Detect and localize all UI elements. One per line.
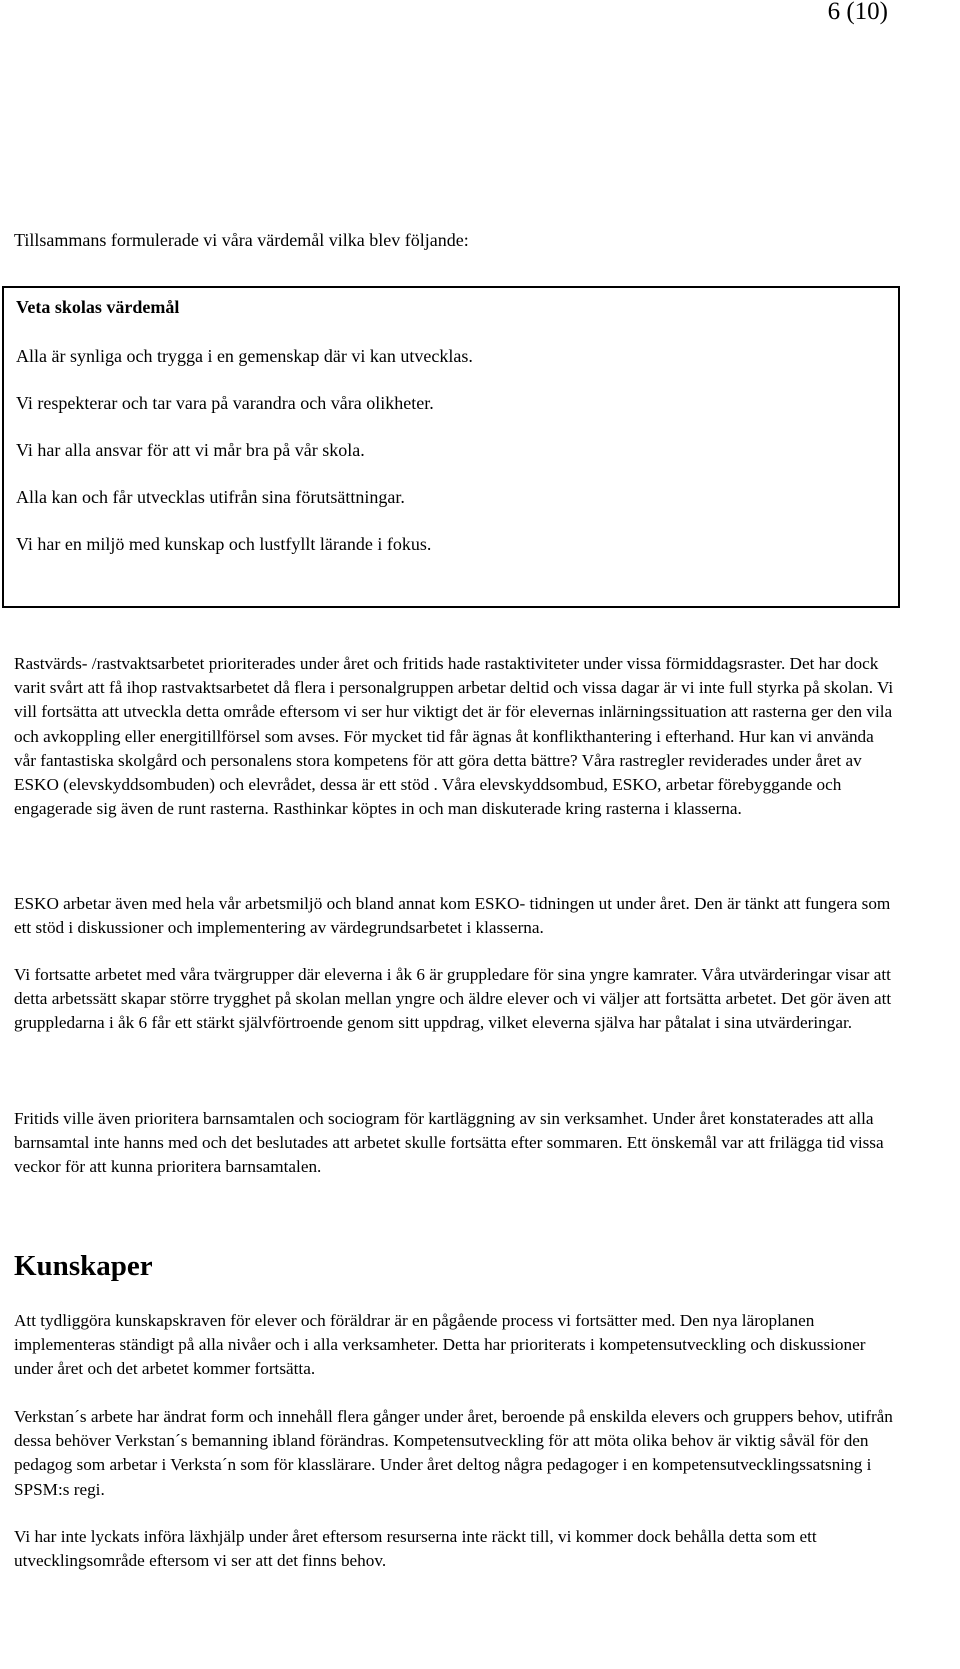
- paragraph-kunskaper-1: Att tydliggöra kunskapskraven för elever och föräldrar är en pågående process vi fortsätter med. Den nya läroplanen implementeras ständigt på alla nivåer och i alla verksamheter. Detta har prioriterats i kompetensutveckling och diskussioner under året och det arbetet kommer fortsätta.: [14, 1311, 866, 1379]
- paragraph-kunskaper-2: Verkstan´s arbete har ändrat form och innehåll flera gånger under året, beroende på enskilda elevers och gruppers behov, utifrån dessa behöver Verkstan´s bemanning ibland förändras. Kompetensutveckling för att möta olika behov är viktig såväl för den pedagog som arbetar i Verksta´n som för klasslärare. Under året deltog några pedagoger i en kompetensutvecklingssatsning i SPSM:s regi.: [14, 1407, 893, 1499]
- paragraph-rast: Rastvärds- /rastvaktsarbetet prioriterades under året och fritids hade rastaktiviteter under vissa förmiddagsraster. Det har dock varit svårt att få ihop rastvaktsarbetet då flera i personalgruppen arbetar deltid och vissa dagar är vi inte full styrka på skolan. Vi vill fortsätta att utveckla detta område eftersom vi ser hur viktigt det är för elevernas inlärningssituation att rasterna ger den vila och avkoppling eller energitillförsel som avses. För mycket tid får ägnas åt konflikthantering i efterhand. Hur kan vi använda vår fantastiska skolgård och personalens stora kompetens för att göra detta bättre? Våra rastregler reviderades under året av ESKO (elevskyddsombuden) och elevrådet, dessa är ett stöd . Våra elevskyddsombud, ESKO, arbetar förebyggande och engagerade sig även de runt rasterna. Rasthinkar köptes in och man diskuterade kring rasterna i klasserna.: [14, 654, 894, 819]
- paragraph-tvargrupper: Vi fortsatte arbetet med våra tvärgrupper där eleverna i åk 6 är gruppledare för sina yngre kamrater. Våra utvärderingar visar att detta arbetssätt skapar större trygghet på skolan mellan yngre och äldre elever och vi väljer att fortsätta arbetet. Det gör även att gruppledarna i åk 6 får ett stärkt självförtroende genom sitt uppdrag, vilket eleverna själva har påtalat i sina utvärderingar.: [14, 965, 892, 1033]
- values-box: [2, 286, 900, 608]
- section-heading-kunskaper: Kunskaper: [14, 1250, 153, 1282]
- values-box-title: Veta skolas värdemål: [16, 297, 180, 317]
- paragraph-fritids: Fritids ville även prioritera barnsamtalen och sociogram för kartläggning av sin verksamhet. Under året konstaterades att alla barnsamtal inte hanns med och det beslutades att arbetet skulle fortsätta efter sommaren. Ett önskemål var att frilägga tid vissa veckor för att kunna prioritera barnsamtalen.: [14, 1109, 884, 1177]
- page-number: 6 (10): [827, 0, 888, 25]
- value-item: Vi har en miljö med kunskap och lustfyllt lärande i fokus.: [16, 534, 432, 554]
- value-item: Vi respekterar och tar vara på varandra och våra olikheter.: [16, 393, 434, 413]
- value-item: Vi har alla ansvar för att vi mår bra på vår skola.: [16, 440, 365, 460]
- value-item: Alla är synliga och trygga i en gemenskap där vi kan utvecklas.: [16, 346, 473, 366]
- value-item: Alla kan och får utvecklas utifrån sina förutsättningar.: [16, 487, 405, 507]
- intro-text: Tillsammans formulerade vi våra värdemål vilka blev följande:: [14, 230, 469, 250]
- paragraph-esko: ESKO arbetar även med hela vår arbetsmiljö och bland annat kom ESKO- tidningen ut under året. Den är tänkt att fungera som ett stöd i diskussioner och implementering av värdegrundsarbetet i klasserna.: [14, 894, 891, 938]
- paragraph-kunskaper-3: Vi har inte lyckats införa läxhjälp under året eftersom resurserna inte räckt till, vi kommer dock behålla detta som ett utvecklingsområde eftersom vi ser att det finns behov.: [14, 1527, 817, 1571]
